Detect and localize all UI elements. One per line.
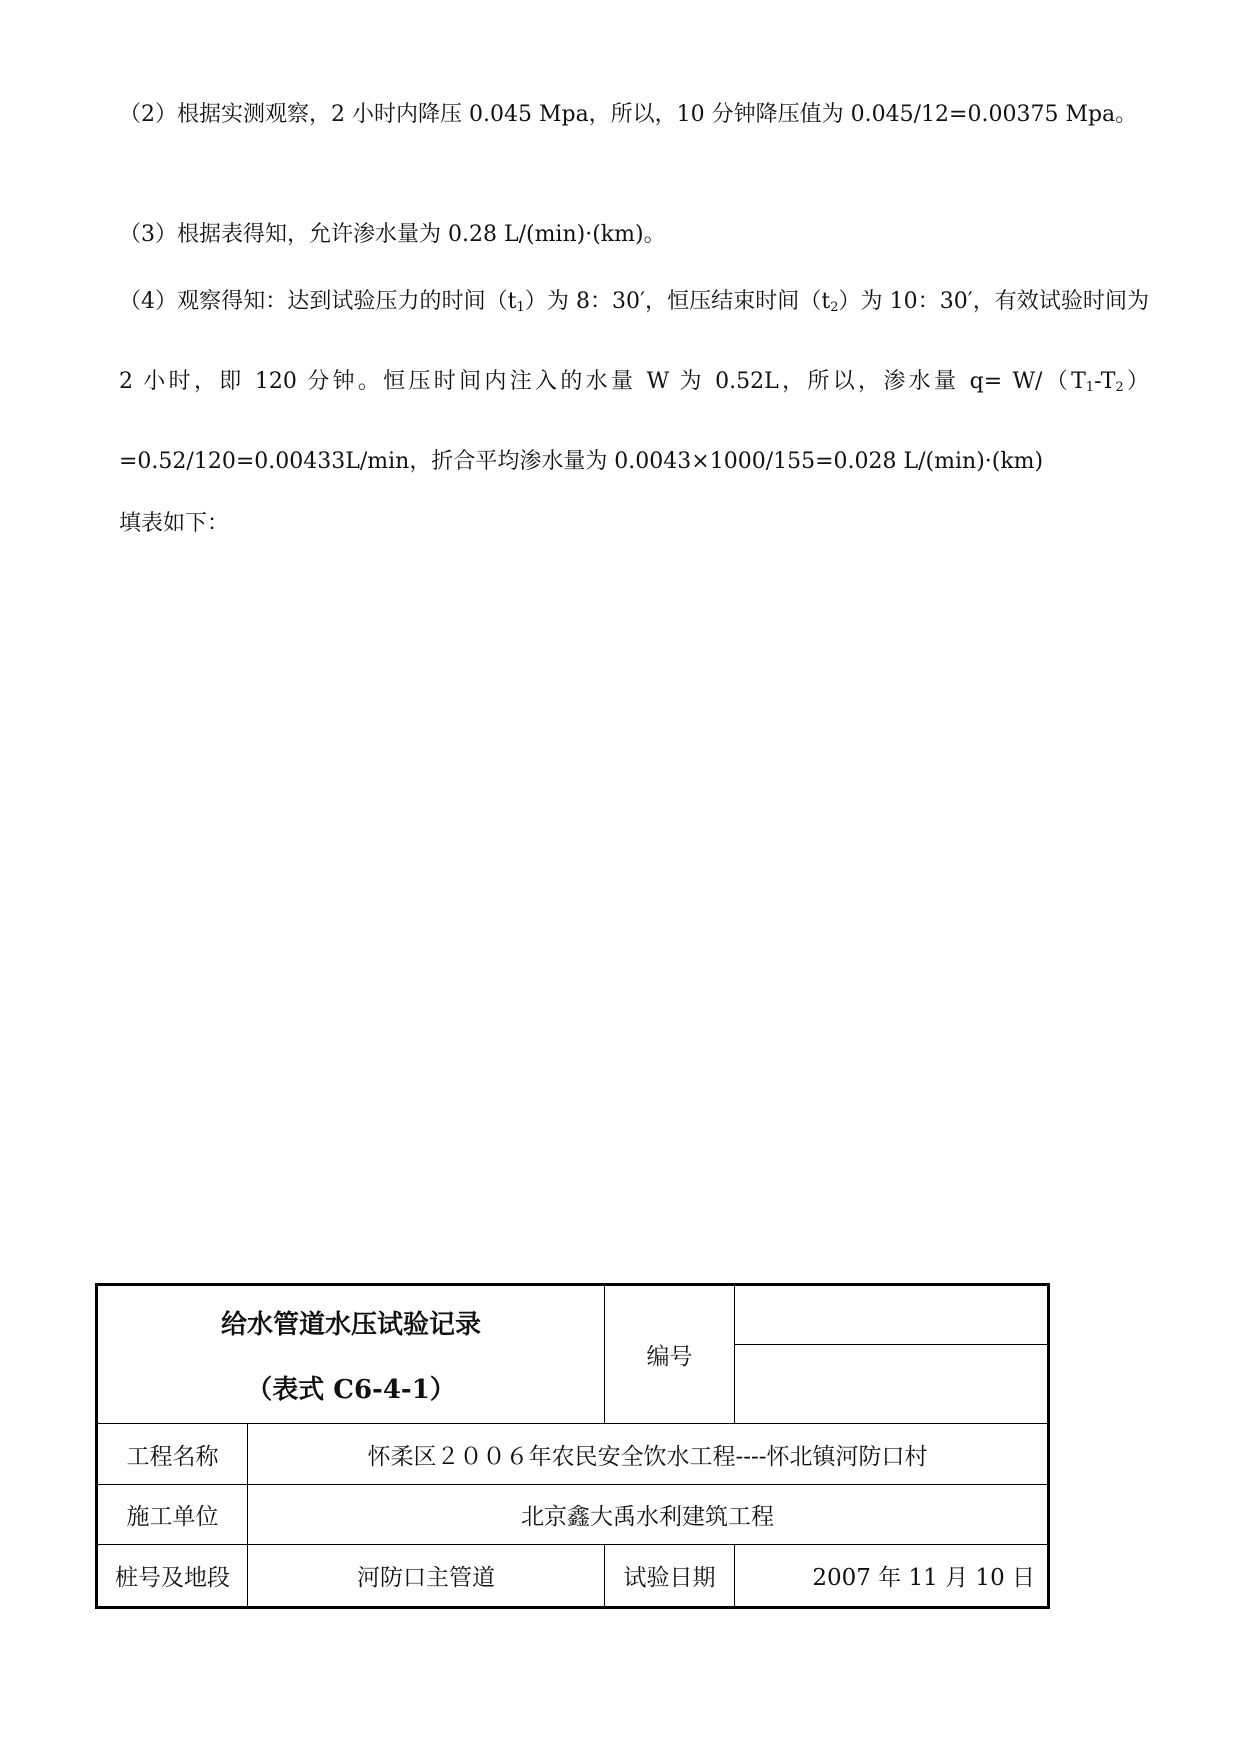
paragraph-4-part-e: ）=0.52/120=0.00433L/min，折合平均渗水量为 0.0043×1000/155=0.028 L/(min)·(km) [119,369,1149,474]
subscript-t2: 2 [830,300,839,315]
paragraph-2 [119,78,1149,152]
number-label-cell [605,1285,735,1424]
section-value-cell [248,1545,605,1608]
project-label: 工程名称 [126,1443,219,1470]
subscript-T2: 2 [1115,380,1124,395]
paragraph-2-text: （2）根据实测观察，2 小时内降压 0.045 Mpa，所以，10 分钟降压值为 0.045/12=0.00375 Mpa。 [119,102,1138,127]
section-label-cell [97,1545,248,1608]
table-form-code: （表式 C6-4-1） [246,1374,456,1405]
contractor-value-cell [248,1485,1049,1545]
contractor-label: 施工单位 [126,1504,219,1530]
table-title-cell [97,1285,605,1424]
number-value-cell-1 [735,1285,1049,1345]
paragraph-4-part-d: -T [1094,369,1116,394]
contractor-value: 北京鑫大禹水利建筑工程 [521,1504,774,1530]
subscript-T1: 1 [1085,380,1095,395]
date-label-cell [605,1545,735,1608]
project-value-cell [248,1424,1049,1485]
paragraph-4-part-b: ）为 8：30′，恒压结束时间（t [524,289,831,314]
date-label: 试验日期 [623,1565,716,1591]
paragraph-3-text: （3）根据表得知，允许渗水量为 0.28 L/(min)·(km)。 [119,222,666,247]
pressure-test-record-table [95,1283,1050,1609]
project-value: 怀柔区２００６年农民安全饮水工程----怀北镇河防口村 [367,1443,928,1470]
paragraph-4-part-c: ）为 10：30′，有效试验时间为 2 小时，即 120 分钟。恒压时间内注入的水量 W 为 0.52L，所以，渗水量 q= W/（T [119,289,1149,394]
project-label-cell [97,1424,248,1485]
contractor-label-cell [97,1485,248,1545]
date-value: 2007 年 11 月 10 日 [812,1565,1036,1591]
fill-table-text: 填表如下： [119,511,230,536]
subscript-t1: 1 [516,300,525,315]
paragraph-fill-table [119,502,1149,546]
paragraph-4 [119,265,1149,499]
number-value-cell-2 [735,1345,1049,1424]
section-label: 桩号及地段 [115,1565,230,1591]
date-value-cell [735,1545,1049,1608]
section-value: 河防口主管道 [357,1565,495,1591]
paragraph-3 [119,198,1149,272]
number-label: 编号 [646,1344,693,1370]
paragraph-4-part-a: （4）观察得知：达到试验压力的时间（t [119,289,517,314]
table-title: 给水管道水压试验记录 [221,1309,482,1340]
